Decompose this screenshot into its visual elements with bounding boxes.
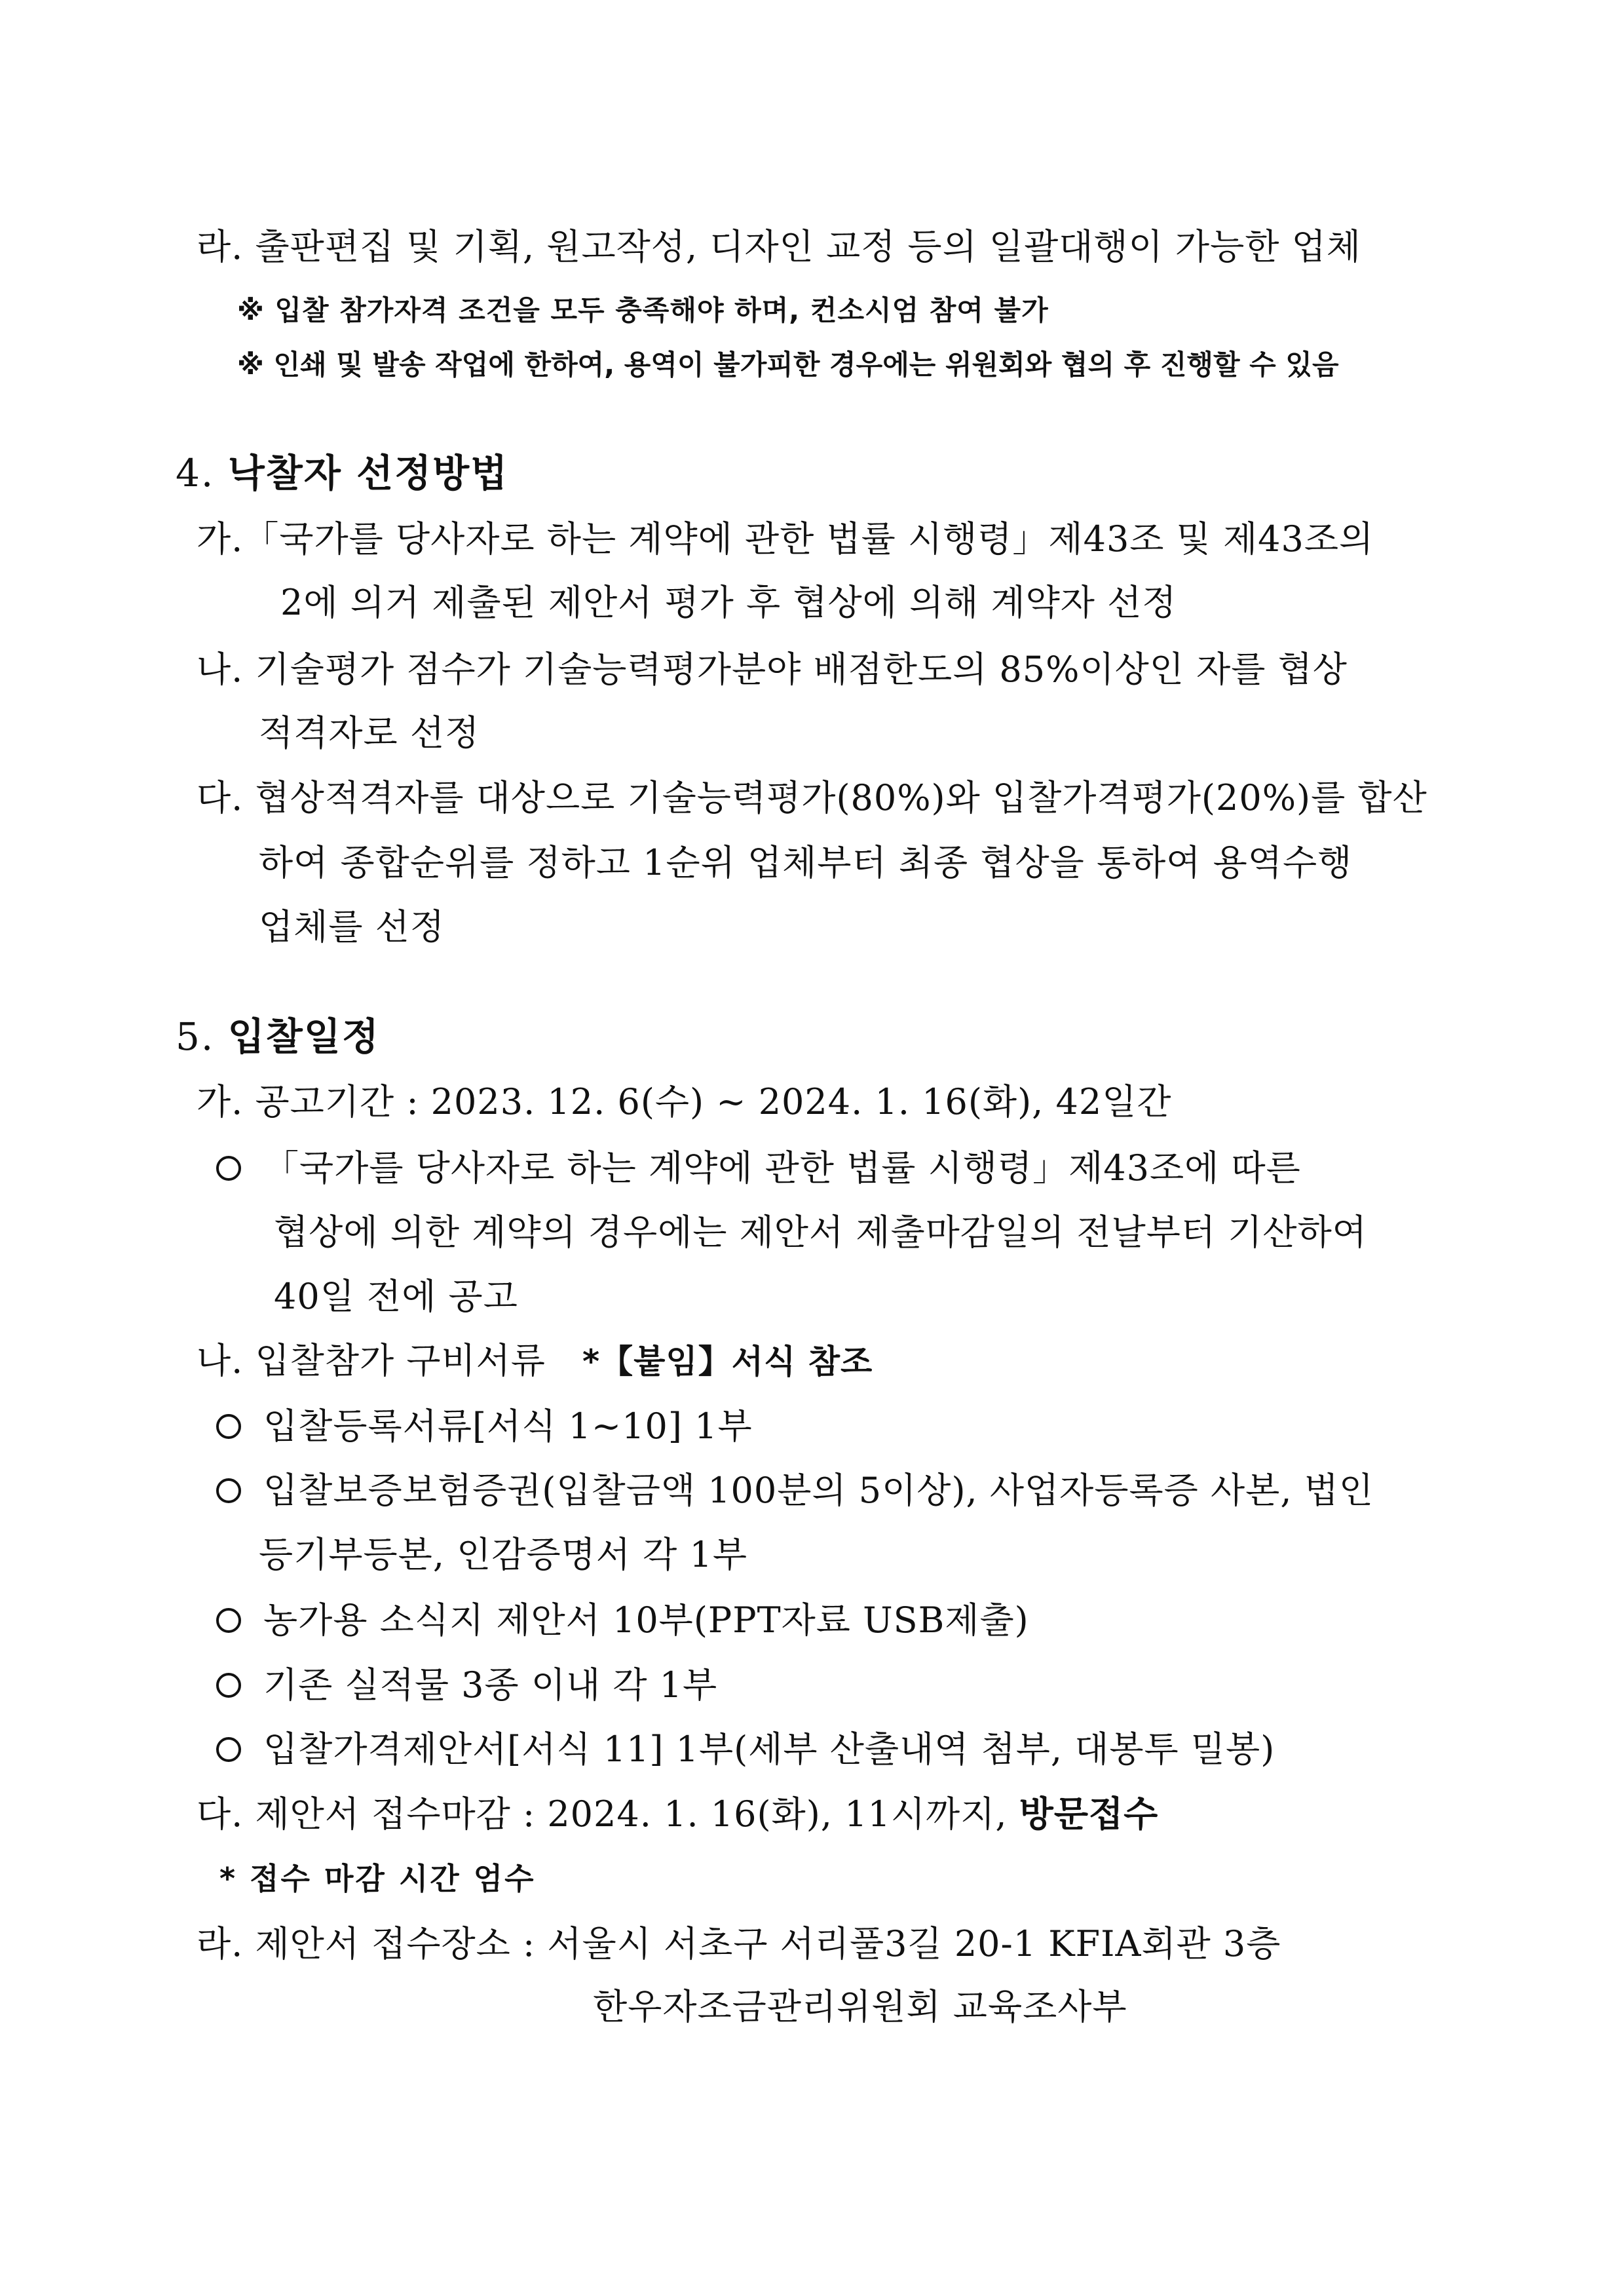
doc-item-5: [216, 1729, 1275, 1770]
circle-bullet-icon: [216, 1737, 241, 1762]
section-5-heading: [176, 1014, 380, 1059]
section-4-item-ga-line1: 가.「국가를 당사자로 하는 계약에 관한 법률 시행령」제43조 및 제43조의: [197, 518, 1374, 560]
doc-item-4-text: 기존 실적물 3종 이내 각 1부: [263, 1664, 718, 1706]
section-4-title: 낙찰자 선정방법: [227, 451, 509, 495]
circle-bullet-icon: [216, 1673, 241, 1698]
section-5-na-prefix: 나. 입찰참가 구비서류: [197, 1340, 546, 1381]
section-5-na-note: *【붙임】서식 참조: [582, 1343, 873, 1381]
section-4-heading: [176, 451, 509, 495]
circle-bullet-icon: [216, 1414, 241, 1439]
doc-item-2-text: 입찰보증보험증권(입찰금액 100분의 5이상), 사업자등록증 사본, 법인: [263, 1470, 1374, 1511]
criteria-note-1: ※ 입찰 참가자격 조건을 모두 충족해야 하며, 컨소시엄 참여 불가: [237, 294, 1049, 326]
section-5-item-ra-line1: 라. 제안서 접수장소 : 서울시 서초구 서리풀3길 20-1 KFIA회관 3층: [197, 1923, 1281, 1964]
doc-item-3-text: 농가용 소식지 제안서 10부(PPT자료 USB제출): [263, 1599, 1029, 1641]
section-5-number: 5.: [176, 1014, 215, 1059]
section-5-ga-bullet-line2: 협상에 의한 계약의 경우에는 제안서 제출마감일의 전날부터 기산하여: [274, 1212, 1367, 1253]
circle-bullet-icon: [216, 1608, 241, 1633]
section-5-da-prefix: 다. 제안서 접수마감 : 2024. 1. 16(화), 11시까지,: [197, 1793, 1008, 1835]
section-4-number: 4.: [176, 451, 215, 495]
criteria-item-ra: 라. 출판편집 및 기획, 원고작성, 디자인 교정 등의 일괄대행이 가능한 업체: [197, 226, 1361, 267]
section-4-item-ga-line2: 2에 의거 제출된 제안서 평가 후 협상에 의해 계약자 선정: [280, 582, 1177, 623]
doc-item-5-text: 입찰가격제안서[서식 11] 1부(세부 산출내역 첨부, 대봉투 밀봉): [263, 1729, 1275, 1770]
doc-item-2: [216, 1470, 1374, 1511]
circle-bullet-icon: [216, 1478, 241, 1503]
section-5-item-ra-line2: 한우자조금관리위원회 교육조사부: [593, 1986, 1127, 2027]
section-5-ga-bullet: [216, 1147, 1301, 1189]
criteria-note-2: ※ 인쇄 및 발송 작업에 한하여, 용역이 불가피한 경우에는 위원회와 협의 후 진행할 수 있음: [237, 349, 1339, 381]
doc-item-1-text: 입찰등록서류[서식 1~10] 1부: [263, 1406, 753, 1447]
section-5-title: 입찰일정: [227, 1014, 380, 1059]
circle-bullet-icon: [216, 1156, 241, 1181]
section-5-item-na: [197, 1340, 873, 1381]
section-5-item-da: [197, 1793, 1159, 1835]
section-5-ga-bullet-line3: 40일 전에 공고: [274, 1276, 518, 1317]
section-5-da-bold: 방문접수: [1019, 1793, 1159, 1835]
section-4-item-na-line2: 적격자로 선정: [259, 712, 480, 754]
doc-item-2-continued: 등기부등본, 인감증명서 각 1부: [259, 1534, 747, 1575]
section-5-item-ga: 가. 공고기간 : 2023. 12. 6(수) ~ 2024. 1. 16(화), 42일간: [197, 1081, 1172, 1122]
doc-item-1: [216, 1406, 753, 1447]
section-5-ga-bullet-line1: 「국가를 당사자로 하는 계약에 관한 법률 시행령」제43조에 따른: [263, 1147, 1301, 1189]
section-4-item-da-line2: 하여 종합순위를 정하고 1순위 업체부터 최종 협상을 통하여 용역수행: [259, 842, 1353, 883]
section-4-item-na-line1: 나. 기술평가 점수가 기술능력평가분야 배점한도의 85%이상인 자를 협상: [197, 649, 1348, 690]
doc-item-3: [216, 1599, 1029, 1641]
section-5-da-note: * 접수 마감 시간 엄수: [219, 1861, 536, 1896]
doc-item-4: [216, 1664, 718, 1706]
section-4-item-da-line3: 업체를 선정: [259, 906, 445, 947]
section-4-item-da-line1: 다. 협상적격자를 대상으로 기술능력평가(80%)와 입찰가격평가(20%)를 합산: [197, 777, 1427, 818]
